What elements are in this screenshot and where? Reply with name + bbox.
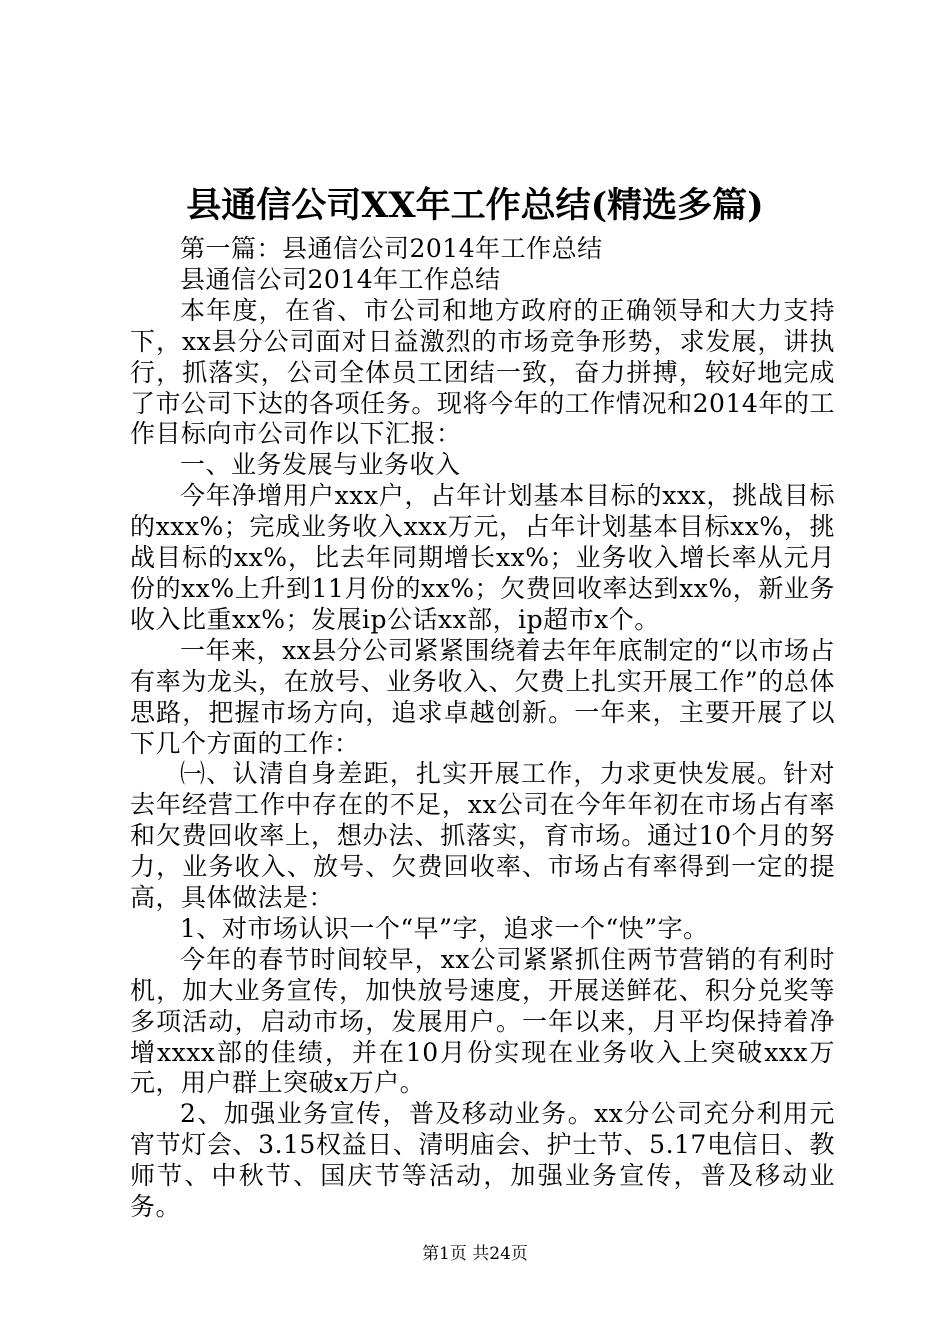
document-body [130,234,835,1223]
paragraph-intro: 本年度，在省、市公司和地方政府的正确领导和大力支持下，xx县分公司面对日益激烈的市场竞争形势，求发展，讲执行，抓落实，公司全体员工团结一致，奋力拼搏，较好地完成了市公司下达的各项任务。现将今年的工作情况和2014年的工作目标向市公司作以下汇报： [130,295,835,449]
paragraph-item-1: ㈠、认清自身差距，扎实开展工作，力求更快发展。针对去年经营工作中存在的不足，xx公司在今年年初在市场占有率和欠费回收率上，想办法、抓落实，育市场。通过10个月的努力，业务收入、放号、欠费回收率、市场占有率得到一定的提高，具体做法是： [130,759,835,913]
paragraph-spring-festival: 今年的春节时间较早，xx公司紧紧抓住两节营销的有利时机，加大业务宣传，加快放号速度，开展送鲜花、积分兑奖等多项活动，启动市场，发展用户。一年以来，月平均保持着净增xxxx部的佳绩，并在10月份实现在业务收入上突破xxx万元，用户群上突破x万户。 [130,944,835,1098]
page-footer: 第1页 共24页 [422,1244,528,1264]
paragraph-strategy: 一年来，xx县分公司紧紧围绕着去年年底制定的“以市场占有率为龙头，在放号、业务收入、欠费上扎实开展工作”的总体思路，把握市场方向，追求卓越创新。一年来，主要开展了以下几个方面的工作： [130,635,835,758]
paragraph-section-heading: 第一篇：县通信公司2014年工作总结 [180,234,603,263]
paragraph-business-figures: 今年净增用户xxx户，占年计划基本目标的xxx，挑战目标的xxx%；完成业务收入xxx万元，占年计划基本目标xx%，挑战目标的xx%，比去年同期增长xx%；业务收入增长率从元月份的xx%上升到11月份的xx%；欠费回收率达到xx%，新业务收入比重xx%；发展ip公话xx部，ip超市x个。 [130,481,835,634]
document-title: 县通信公司XX年工作总结(精选多篇) [186,185,764,226]
paragraph-heading-business: 一、业务发展与业务收入 [180,450,461,480]
paragraph-subitem-2: 2、加强业务宣传，普及移动业务。xx分公司充分利用元宵节灯会、3.15权益日、清明庙会、护士节、5.17电信日、教师节、中秋节、国庆节等活动，加强业务宣传，普及移动业务。 [130,1099,835,1222]
paragraph-subtitle: 县通信公司2014年工作总结 [180,264,501,294]
paragraph-subitem-1: 1、对市场认识一个“早”字，追求一个“快”字。 [180,913,709,943]
